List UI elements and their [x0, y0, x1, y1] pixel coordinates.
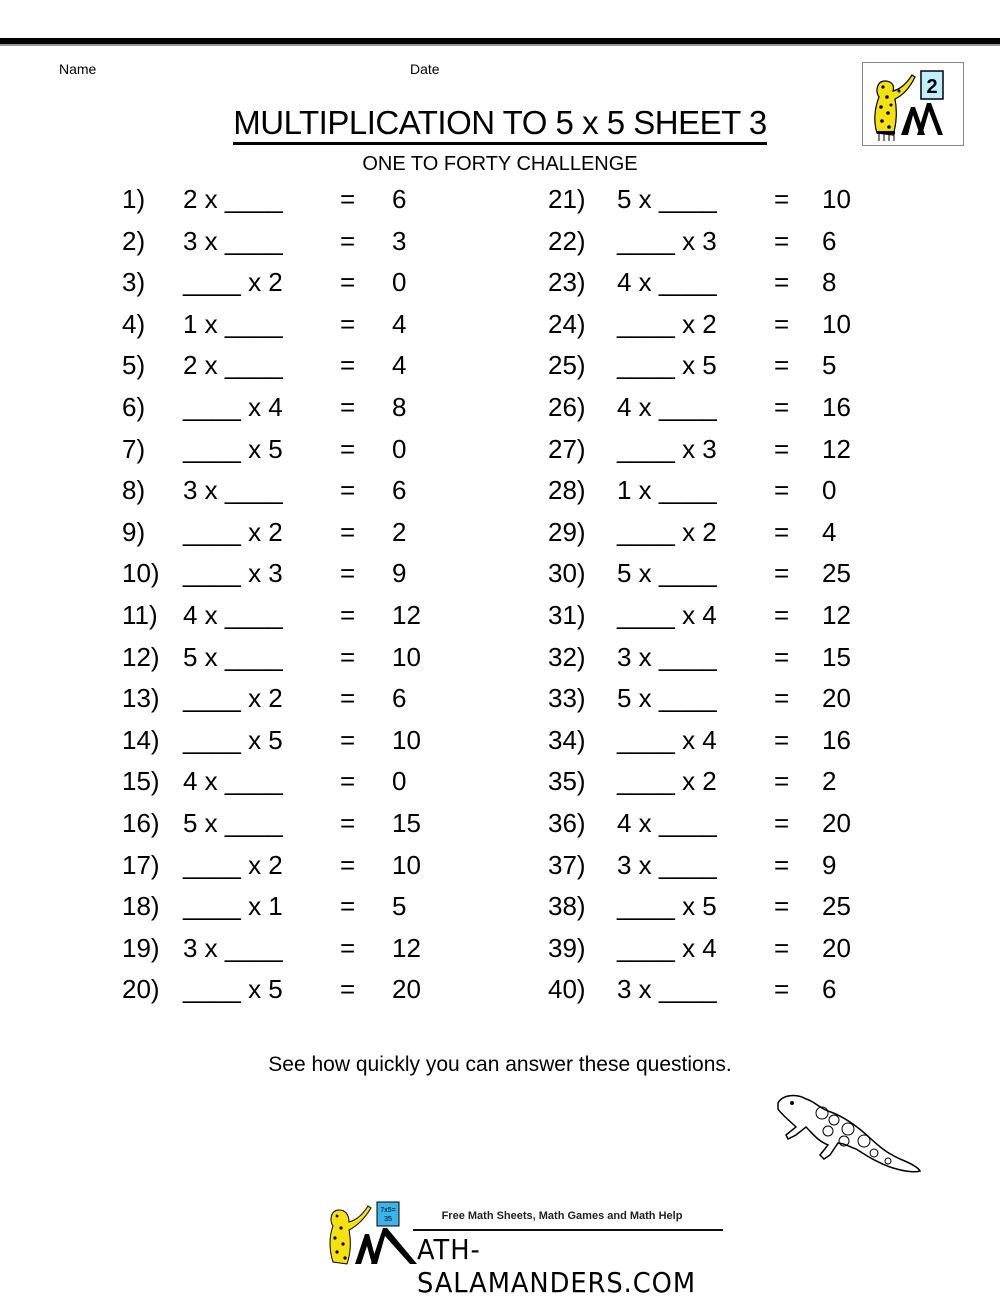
problem-number: 36): [548, 807, 586, 838]
equals-sign: =: [340, 475, 356, 506]
problem-expression: ____ x 2: [617, 308, 717, 339]
problem-number: 33): [548, 683, 586, 714]
problem-number: 4): [122, 308, 146, 339]
equals-sign: =: [774, 724, 790, 755]
problem-result: 25: [822, 891, 851, 922]
problem-result: 5: [822, 350, 837, 381]
equals-sign: =: [340, 391, 356, 422]
problem-expression: ____ x 4: [617, 724, 717, 755]
problem-result: 5: [392, 891, 407, 922]
page-subtitle: ONE TO FORTY CHALLENGE: [362, 153, 638, 175]
equals-sign: =: [774, 391, 790, 422]
problem-result: 0: [392, 433, 407, 464]
problem-result: 3: [392, 225, 407, 256]
problem-number: 14): [122, 724, 160, 755]
math-salamanders-brand: [325, 1200, 725, 1299]
equals-sign: =: [774, 184, 790, 214]
problem-result: 10: [392, 724, 421, 755]
equals-sign: =: [774, 308, 790, 339]
problem-number: 31): [548, 599, 586, 630]
equals-sign: =: [340, 184, 356, 214]
problem-number: 39): [548, 932, 586, 963]
problem-number: 15): [122, 766, 160, 797]
problem-expression: 5 x ____: [617, 558, 717, 589]
problem-number: 40): [548, 974, 586, 1005]
equals-sign: =: [340, 974, 356, 1005]
problem-result: 6: [392, 683, 407, 714]
problem-number: 3): [122, 267, 146, 298]
problem-expression: ____ x 4: [183, 391, 283, 422]
problem-number: 12): [122, 641, 160, 672]
equals-sign: =: [774, 974, 790, 1005]
equals-sign: =: [340, 724, 356, 755]
problem-result: 6: [392, 184, 407, 214]
problem-result: 10: [822, 308, 851, 339]
problem-number: 9): [122, 516, 146, 547]
problem-number: 16): [122, 807, 160, 838]
problem-number: 26): [548, 391, 586, 422]
equals-sign: =: [340, 558, 356, 589]
problem-expression: ____ x 5: [617, 891, 717, 922]
problem-expression: 3 x ____: [183, 475, 283, 506]
problem-result: 9: [822, 849, 837, 880]
instruction-note: See how quickly you can answer these questions.: [268, 1053, 732, 1076]
problem-expression: 5 x ____: [617, 184, 717, 214]
equals-sign: =: [340, 350, 356, 381]
problem-expression: 4 x ____: [617, 391, 717, 422]
equals-sign: =: [340, 599, 356, 630]
problem-number: 29): [548, 516, 586, 547]
problem-expression: 3 x ____: [617, 641, 717, 672]
equals-sign: =: [774, 683, 790, 714]
brand-site-name: ATH-SALAMANDERS.COM: [417, 1233, 696, 1299]
problem-result: 20: [822, 932, 851, 963]
brand-logo-icon: [325, 1200, 417, 1280]
equals-sign: =: [774, 807, 790, 838]
equals-sign: =: [340, 267, 356, 298]
problem-result: 16: [822, 724, 851, 755]
problem-result: 10: [392, 641, 421, 672]
equals-sign: =: [340, 308, 356, 339]
problem-result: 9: [392, 558, 407, 589]
problem-number: 2): [122, 225, 146, 256]
problem-number: 7): [122, 433, 146, 464]
problem-number: 8): [122, 475, 146, 506]
brand-divider: [413, 1229, 723, 1231]
problem-number: 5): [122, 350, 146, 381]
problem-number: 17): [122, 849, 160, 880]
equals-sign: =: [774, 599, 790, 630]
problem-number: 38): [548, 891, 586, 922]
problem-number: 27): [548, 433, 586, 464]
problem-expression: ____ x 3: [617, 433, 717, 464]
equals-sign: =: [774, 891, 790, 922]
problem-expression: 1 x ____: [617, 475, 717, 506]
problem-result: 20: [822, 683, 851, 714]
problem-number: 37): [548, 849, 586, 880]
page-title-text: MULTIPLICATION TO 5 x 5 SHEET 3: [233, 104, 766, 145]
equals-sign: =: [340, 641, 356, 672]
equals-sign: =: [340, 516, 356, 547]
problem-result: 6: [822, 974, 837, 1005]
problem-expression: 3 x ____: [183, 225, 283, 256]
problem-result: 20: [822, 807, 851, 838]
problem-number: 22): [548, 225, 586, 256]
problem-number: 32): [548, 641, 586, 672]
problem-result: 6: [392, 475, 407, 506]
problem-number: 35): [548, 766, 586, 797]
problem-result: 12: [822, 433, 851, 464]
equals-sign: =: [774, 932, 790, 963]
problem-result: 0: [822, 475, 837, 506]
problem-expression: 2 x ____: [183, 184, 283, 214]
equals-sign: =: [340, 891, 356, 922]
problem-result: 0: [392, 267, 407, 298]
equals-sign: =: [774, 849, 790, 880]
problem-result: 12: [392, 932, 421, 963]
problem-number: 11): [122, 599, 158, 630]
problem-expression: 3 x ____: [617, 849, 717, 880]
problem-result: 8: [822, 267, 837, 298]
problem-expression: ____ x 2: [183, 267, 283, 298]
equals-sign: =: [774, 641, 790, 672]
problem-expression: 2 x ____: [183, 350, 283, 381]
problem-expression: ____ x 2: [183, 516, 283, 547]
equals-sign: =: [774, 558, 790, 589]
problem-number: 6): [122, 391, 146, 422]
problem-expression: 5 x ____: [617, 683, 717, 714]
problem-expression: 5 x ____: [183, 807, 283, 838]
problem-expression: 4 x ____: [183, 599, 283, 630]
problem-expression: ____ x 5: [617, 350, 717, 381]
problem-expression: ____ x 4: [617, 932, 717, 963]
problem-expression: 3 x ____: [183, 932, 283, 963]
problem-expression: ____ x 5: [183, 724, 283, 755]
problem-result: 0: [392, 766, 407, 797]
problem-expression: 1 x ____: [183, 308, 283, 339]
equals-sign: =: [340, 807, 356, 838]
problem-result: 15: [822, 641, 851, 672]
problem-result: 4: [392, 308, 407, 339]
problem-expression: ____ x 3: [617, 225, 717, 256]
equals-sign: =: [774, 475, 790, 506]
problem-expression: ____ x 5: [183, 974, 283, 1005]
problem-number: 20): [122, 974, 160, 1005]
svg-text:35: 35: [384, 1216, 392, 1223]
problem-expression: 4 x ____: [617, 807, 717, 838]
date-label: Date: [410, 61, 440, 77]
problem-expression: ____ x 2: [617, 766, 717, 797]
equals-sign: =: [774, 766, 790, 797]
problem-expression: ____ x 2: [617, 516, 717, 547]
svg-text:2: 2: [926, 76, 938, 98]
problem-number: 28): [548, 475, 586, 506]
problem-number: 34): [548, 724, 586, 755]
problem-expression: 3 x ____: [617, 974, 717, 1005]
problem-result: 8: [392, 391, 407, 422]
problem-expression: ____ x 5: [183, 433, 283, 464]
problem-number: 21): [548, 184, 586, 214]
problem-expression: 4 x ____: [183, 766, 283, 797]
name-label: Name: [59, 61, 97, 77]
problem-result: 12: [392, 599, 421, 630]
svg-text:7x5=: 7x5=: [380, 1207, 396, 1214]
problem-number: 1): [122, 184, 146, 214]
page-title: [0, 104, 1000, 142]
problem-number: 10): [122, 558, 160, 589]
problem-result: 4: [822, 516, 837, 547]
problem-number: 19): [122, 932, 160, 963]
problem-expression: 5 x ____: [183, 641, 283, 672]
problem-result: 20: [392, 974, 421, 1005]
brand-tagline: Free Math Sheets, Math Games and Math Help: [441, 1210, 683, 1222]
equals-sign: =: [340, 932, 356, 963]
problem-number: 25): [548, 350, 586, 381]
top-rule: [0, 38, 1000, 46]
equals-sign: =: [340, 849, 356, 880]
problem-expression: ____ x 3: [183, 558, 283, 589]
problem-result: 10: [822, 184, 851, 214]
equals-sign: =: [340, 766, 356, 797]
problem-result: 25: [822, 558, 851, 589]
salamander-illustration-icon: [770, 1085, 930, 1185]
problem-number: 30): [548, 558, 586, 589]
problem-result: 15: [392, 807, 421, 838]
problem-result: 10: [392, 849, 421, 880]
problem-result: 6: [822, 225, 837, 256]
problem-result: 2: [392, 516, 407, 547]
problem-number: 18): [122, 891, 160, 922]
equals-sign: =: [774, 433, 790, 464]
problem-expression: ____ x 2: [183, 849, 283, 880]
equals-sign: =: [774, 350, 790, 381]
equals-sign: =: [340, 433, 356, 464]
problem-expression: ____ x 4: [617, 599, 717, 630]
problem-result: 12: [822, 599, 851, 630]
problem-expression: ____ x 2: [183, 683, 283, 714]
problem-expression: 4 x ____: [617, 267, 717, 298]
equals-sign: =: [774, 516, 790, 547]
problem-result: 4: [392, 350, 407, 381]
equals-sign: =: [774, 225, 790, 256]
equals-sign: =: [774, 267, 790, 298]
problem-number: 23): [548, 267, 586, 298]
problem-result: 16: [822, 391, 851, 422]
problem-expression: ____ x 1: [183, 891, 283, 922]
problem-number: 24): [548, 308, 586, 339]
problem-result: 2: [822, 766, 837, 797]
problem-number: 13): [122, 683, 160, 714]
equals-sign: =: [340, 225, 356, 256]
equals-sign: =: [340, 683, 356, 714]
